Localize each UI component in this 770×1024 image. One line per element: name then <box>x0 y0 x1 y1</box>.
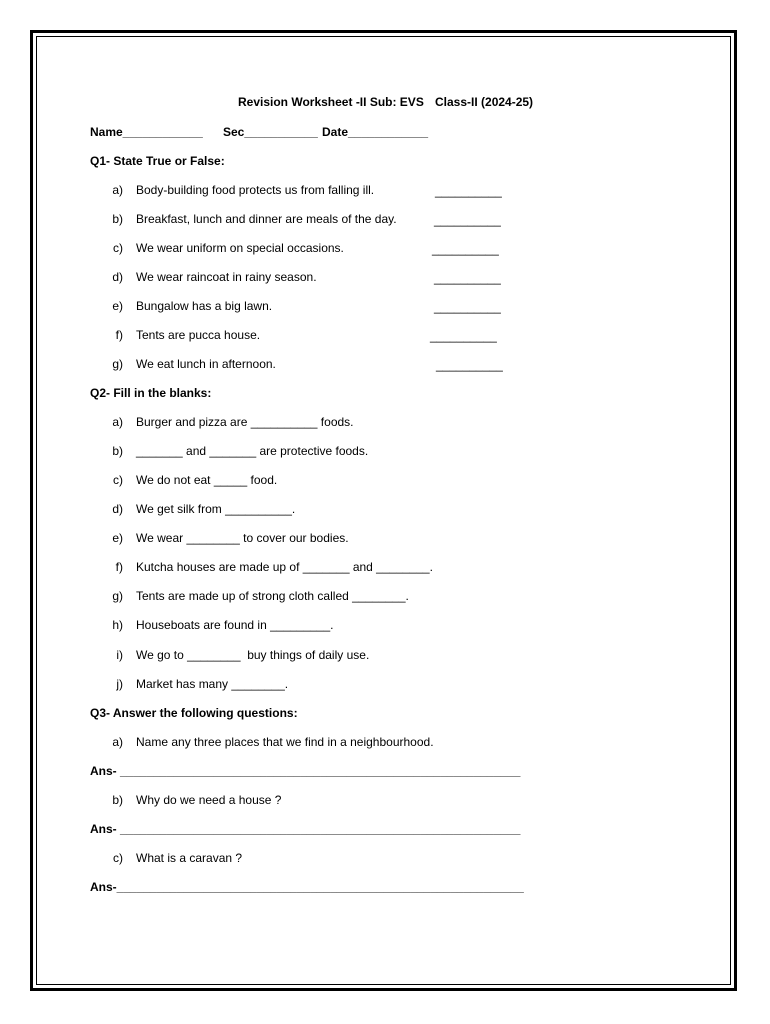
q1-item-text: We wear uniform on special occasions. <box>136 241 344 255</box>
class-label: Class-II (2024-25) <box>435 95 534 109</box>
q2-item-text: We wear ________ to cover our bodies. <box>136 531 349 545</box>
q1-item-text: Tents are pucca house. <box>136 328 261 342</box>
q2-item-text: Kutcha houses are made up of _______ and ________. <box>136 560 433 574</box>
q2-item-label: a) <box>112 415 123 429</box>
q1-item-label: d) <box>112 270 123 284</box>
q3-heading: Q3- Answer the following questions: <box>90 706 298 720</box>
q3-item-label: a) <box>112 735 123 749</box>
sec-field: Sec___________ <box>223 125 318 139</box>
q1-answer-blank: __________ <box>430 329 497 343</box>
q1-item-label: e) <box>112 299 123 313</box>
q1-item-text: Breakfast, lunch and dinner are meals of the day. <box>136 212 397 226</box>
q1-answer-blank: __________ <box>434 213 501 227</box>
q2-item-label: b) <box>112 444 123 458</box>
q3-item-label: c) <box>113 851 123 865</box>
q2-item-label: e) <box>112 531 123 545</box>
q2-item-label: i) <box>116 648 123 662</box>
q3-answer-line: Ans-_____________________________________________________________ <box>90 880 524 894</box>
q1-item-label: g) <box>112 357 123 371</box>
q2-item-label: g) <box>112 589 123 603</box>
q1-answer-blank: __________ <box>432 242 499 256</box>
q3-item-text: Name any three places that we find in a neighbourhood. <box>136 735 434 749</box>
q1-item-text: We eat lunch in afternoon. <box>136 357 276 371</box>
q1-answer-blank: __________ <box>435 184 502 198</box>
q2-item-text: _______ and _______ are protective foods. <box>136 444 369 458</box>
date-field: Date____________ <box>322 125 429 139</box>
q2-item-label: h) <box>112 618 123 632</box>
q1-item-label: f) <box>115 328 123 342</box>
q3-item-text: What is a caravan ? <box>136 851 243 865</box>
q3-answer-line: Ans- ____________________________________________________________ <box>90 822 521 836</box>
q2-item-label: f) <box>115 560 123 574</box>
q2-item-text: Houseboats are found in _________. <box>136 618 334 632</box>
worksheet-title: Revision Worksheet -II Sub: EVS <box>238 95 424 109</box>
q1-heading: Q1- State True or False: <box>90 154 225 168</box>
q1-item-label: c) <box>113 241 123 255</box>
q3-answer-line: Ans- ____________________________________________________________ <box>90 764 521 778</box>
q1-item-label: b) <box>112 212 123 226</box>
q1-item-label: a) <box>112 183 123 197</box>
q3-item-label: b) <box>112 793 123 807</box>
q2-item-label: c) <box>113 473 123 487</box>
q2-item-text: We get silk from __________. <box>136 502 296 516</box>
q2-item-text: Market has many ________. <box>136 677 289 691</box>
name-field: Name____________ <box>90 125 203 139</box>
q1-answer-blank: __________ <box>434 271 501 285</box>
q1-answer-blank: __________ <box>434 300 501 314</box>
q1-item-text: We wear raincoat in rainy season. <box>136 270 317 284</box>
q2-item-text: Burger and pizza are __________ foods. <box>136 415 354 429</box>
q1-item-text: Body-building food protects us from falling ill. <box>136 183 375 197</box>
q2-item-text: We go to ________ buy things of daily use. <box>136 648 370 662</box>
q2-item-text: Tents are made up of strong cloth called ________. <box>136 589 409 603</box>
q2-item-label: j) <box>116 677 123 691</box>
q1-answer-blank: __________ <box>436 358 503 372</box>
q3-item-text: Why do we need a house ? <box>136 793 282 807</box>
q2-heading: Q2- Fill in the blanks: <box>90 386 212 400</box>
q2-item-text: We do not eat _____ food. <box>136 473 278 487</box>
q2-item-label: d) <box>112 502 123 516</box>
q1-item-text: Bungalow has a big lawn. <box>136 299 273 313</box>
